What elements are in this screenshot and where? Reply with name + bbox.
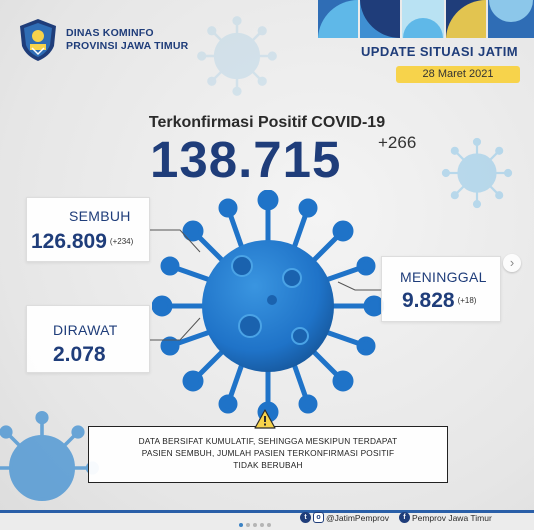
org-line-2: PROVINSI JAWA TIMUR [66, 40, 189, 52]
carousel-dot[interactable] [260, 523, 264, 527]
stat-label-recovered: SEMBUH [69, 208, 131, 224]
carousel-dot[interactable] [253, 523, 257, 527]
facebook-page[interactable]: Pemprov Jawa Timur [411, 512, 492, 523]
stat-label-deaths: MENINGGAL [400, 269, 487, 285]
twitter-icon[interactable]: t [300, 512, 311, 523]
org-line-1: DINAS KOMINFO [66, 27, 154, 39]
carousel-dot[interactable] [267, 523, 271, 527]
recovered-delta: (+234) [109, 237, 134, 246]
notice-line-3: TIDAK BERUBAH [233, 460, 303, 470]
organization-name [66, 27, 188, 53]
stat-card-treated [26, 305, 150, 373]
confirmed-delta: +266 [378, 133, 417, 152]
stat-value-treated: 2.078 [53, 343, 106, 366]
background-virus-icon [195, 14, 279, 98]
virus-icon [152, 190, 384, 422]
date-badge: 28 Maret 2021 [396, 66, 520, 83]
provincial-emblem-icon [18, 18, 58, 62]
deaths-count: 9.828 [402, 289, 455, 312]
stat-value-deaths [402, 289, 476, 313]
warning-icon [254, 409, 276, 429]
update-title: UPDATE SITUASI JATIM [360, 44, 518, 59]
notice-line-2: PASIEN SEMBUH, JUMLAH PASIEN TERKONFIRMASI POSITIF [141, 448, 395, 458]
stat-card-recovered [26, 197, 150, 262]
confirmed-value: 138.715 [150, 131, 342, 188]
stat-value-recovered [31, 230, 133, 254]
deaths-delta: (+18) [457, 296, 477, 305]
stat-card-deaths [381, 256, 501, 322]
instagram-icon[interactable]: o [313, 512, 324, 523]
carousel-dot-active[interactable] [239, 523, 243, 527]
chevron-right-icon[interactable]: › [503, 254, 521, 272]
recovered-count: 126.809 [31, 230, 107, 253]
cumulative-data-notice [88, 426, 448, 483]
header-decoration [318, 0, 534, 38]
carousel-dots[interactable] [239, 514, 274, 530]
facebook-icon[interactable]: f [399, 512, 410, 523]
notice-line-1: DATA BERSIFAT KUMULATIF, SEHINGGA MESKIPUN TERDAPAT [138, 436, 398, 446]
social-links [300, 512, 492, 523]
social-handle[interactable]: @JatimPemprov [326, 512, 389, 523]
carousel-dot[interactable] [246, 523, 250, 527]
background-virus-icon [440, 136, 514, 210]
confirmed-title: Terkonfirmasi Positif COVID-19 [148, 114, 386, 131]
stat-label-treated: DIRAWAT [53, 322, 118, 338]
